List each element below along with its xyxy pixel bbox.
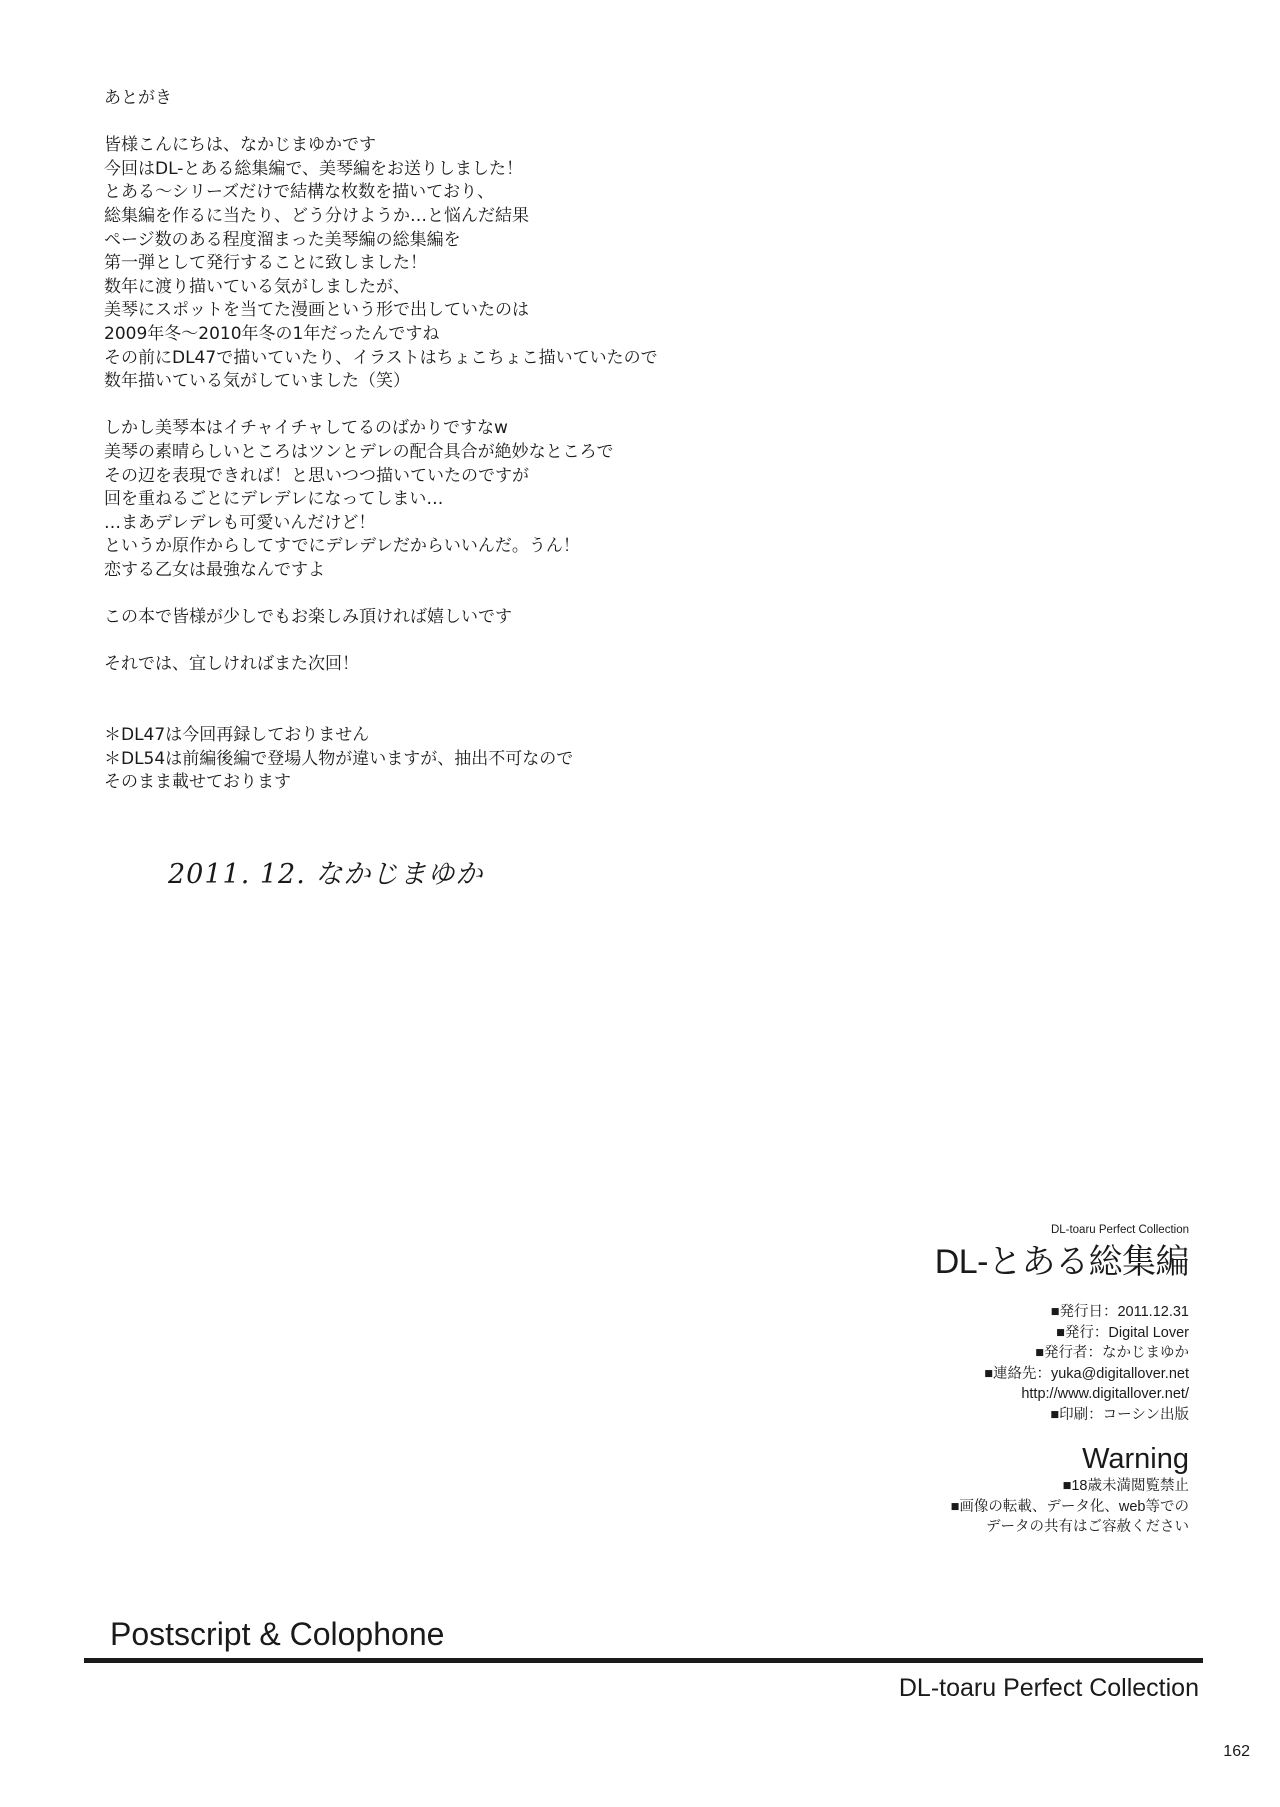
warning-list bbox=[769, 1476, 1189, 1538]
afterword-line: ＊DL47は今回再録しておりません bbox=[104, 725, 370, 746]
publisher: ■発行：Digital Lover bbox=[1056, 1324, 1189, 1341]
publish-date: ■発行日：2011.12.31 bbox=[1050, 1304, 1189, 1320]
warning-item: データの共有はご容赦ください bbox=[986, 1519, 1189, 1535]
afterword-line: というか原作からしてすでにデレデレだからいいんだ。うん！ bbox=[104, 536, 580, 557]
divider-rule bbox=[84, 1658, 1203, 1663]
afterword-line: …まあデレデレも可愛いんだけど！ bbox=[104, 512, 376, 533]
section-heading: Postscript & Colophone bbox=[110, 1616, 445, 1652]
afterword-line: それでは、宜しければまた次回！ bbox=[104, 654, 359, 675]
afterword-line: 2009年冬～2010年冬の1年だったんですね bbox=[104, 323, 440, 344]
afterword-line: 第一弾として発行することに致しました！ bbox=[104, 253, 427, 274]
afterword-line: 今回はDL-とある総集編で、美琴編をお送りしました！ bbox=[104, 158, 524, 179]
warning-title: Warning bbox=[1082, 1443, 1189, 1475]
afterword-line: 恋する乙女は最強なんですよ bbox=[104, 559, 325, 580]
warning-item: ■画像の転載、データ化、web等での bbox=[950, 1498, 1189, 1515]
afterword-line: 数年に渡り描いている気がしましたが、 bbox=[104, 276, 410, 297]
colophon bbox=[769, 1222, 1189, 1538]
afterword-line: そのまま載せております bbox=[104, 772, 291, 793]
paragraph-gap bbox=[104, 394, 804, 418]
page-number: 162 bbox=[1223, 1743, 1250, 1760]
afterword-line: 回を重ねるごとにデレデレになってしまい… bbox=[104, 489, 444, 510]
afterword-line: 皆様こんにちは、なかじまゆかです bbox=[104, 135, 376, 156]
afterword-line: しかし美琴本はイチャイチャしてるのばかりですなw bbox=[104, 418, 508, 439]
printer: ■印刷：コーシン出版 bbox=[1050, 1406, 1189, 1423]
contact-email: ■連絡先：yuka@digitallover.net bbox=[984, 1365, 1189, 1382]
afterword-text bbox=[104, 87, 804, 795]
publication-info bbox=[769, 1302, 1189, 1425]
book-title: DL-とある総集編 bbox=[934, 1243, 1189, 1281]
paragraph-gap bbox=[104, 111, 804, 135]
handwritten-signature: 2011. 12. なかじまゆか bbox=[168, 859, 484, 890]
paragraph-gap bbox=[104, 630, 804, 654]
issuer: ■発行者：なかじまゆか bbox=[1035, 1345, 1189, 1361]
afterword-line: 美琴にスポットを当てた漫画という形で出していたのは bbox=[104, 300, 529, 321]
afterword-line: とある～シリーズだけで結構な枚数を描いており、 bbox=[104, 182, 495, 203]
afterword-line: 総集編を作るに当たり、どう分けようか…と悩んだ結果 bbox=[104, 205, 529, 226]
paragraph-gap bbox=[104, 582, 804, 606]
warning-item: ■18歳未満閲覧禁止 bbox=[1062, 1478, 1189, 1494]
afterword-line: 美琴の素晴らしいところはツンとデレの配合具合が絶妙なところで bbox=[104, 441, 614, 462]
website-url: http://www.digitallover.net/ bbox=[1021, 1386, 1189, 1402]
afterword-line: その前にDL47で描いていたり、イラストはちょこちょこ描いていたので bbox=[104, 347, 658, 368]
afterword-line: この本で皆様が少しでもお楽しみ頂ければ嬉しいです bbox=[104, 607, 512, 628]
footer-collection-title: DL-toaru Perfect Collection bbox=[898, 1674, 1199, 1702]
afterword-line: 数年描いている気がしていました（笑） bbox=[104, 371, 410, 392]
afterword-line: ＊DL54は前編後編で登場人物が違いますが、抽出不可なので bbox=[104, 748, 574, 769]
colophon-subtitle: DL-toaru Perfect Collection bbox=[1050, 1224, 1189, 1236]
paragraph-gap bbox=[104, 677, 804, 701]
afterword-line: その辺を表現できれば！と思いつつ描いていたのですが bbox=[104, 465, 529, 486]
afterword-heading: あとがき bbox=[104, 88, 172, 108]
paragraph-gap bbox=[104, 700, 804, 724]
afterword-line: ページ数のある程度溜まった美琴編の総集編を bbox=[104, 229, 461, 250]
